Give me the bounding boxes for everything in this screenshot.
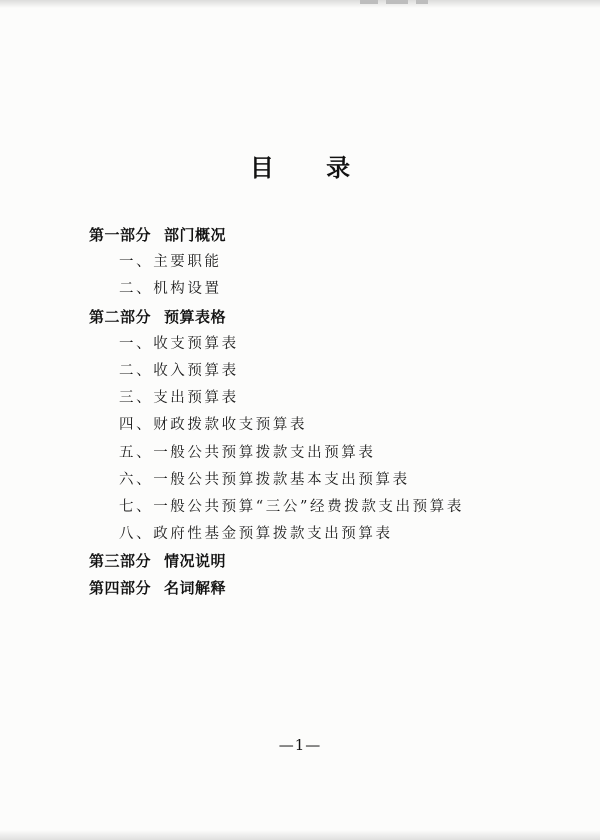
scan-marks [360,0,440,5]
toc-part-3 [89,548,549,575]
toc-item: 八、政府性基金预算拨款支出预算表 [119,526,393,543]
toc-item: 七、一般公共预算“三公”经费拨款支出预算表 [119,498,464,515]
toc-item: 二、收入预算表 [119,362,239,379]
toc-part-number: 第一部分 [89,226,152,244]
toc-item: 一、主要职能 [119,254,222,271]
toc-item: 六、一般公共预算拨款基本支出预算表 [119,471,410,488]
toc-part-number: 第四部分 [89,579,152,598]
toc-part-2 [89,304,549,331]
toc-part-1 [89,222,549,249]
toc-item: 四、财政拨款收支预算表 [119,417,308,434]
scan-edge-bottom [0,830,600,840]
scan-edge-top [0,0,600,8]
toc-part-title: 部门概况 [164,226,227,244]
page-title: 目 录 [249,153,373,182]
toc-part-title: 预算表格 [164,307,227,326]
toc-item: 三、支出预算表 [119,390,239,407]
toc-part-4 [89,575,549,602]
toc-part-number: 第三部分 [89,552,152,571]
toc-part-title: 情况说明 [164,552,227,571]
table-of-contents [89,222,549,603]
toc-item: 二、机构设置 [119,281,222,298]
toc-part-title: 名词解释 [164,579,227,598]
toc-item: 一、收支预算表 [119,335,239,352]
toc-part-number: 第二部分 [89,307,152,326]
page-number: —1— [278,736,322,754]
toc-item: 五、一般公共预算拨款支出预算表 [119,444,376,461]
